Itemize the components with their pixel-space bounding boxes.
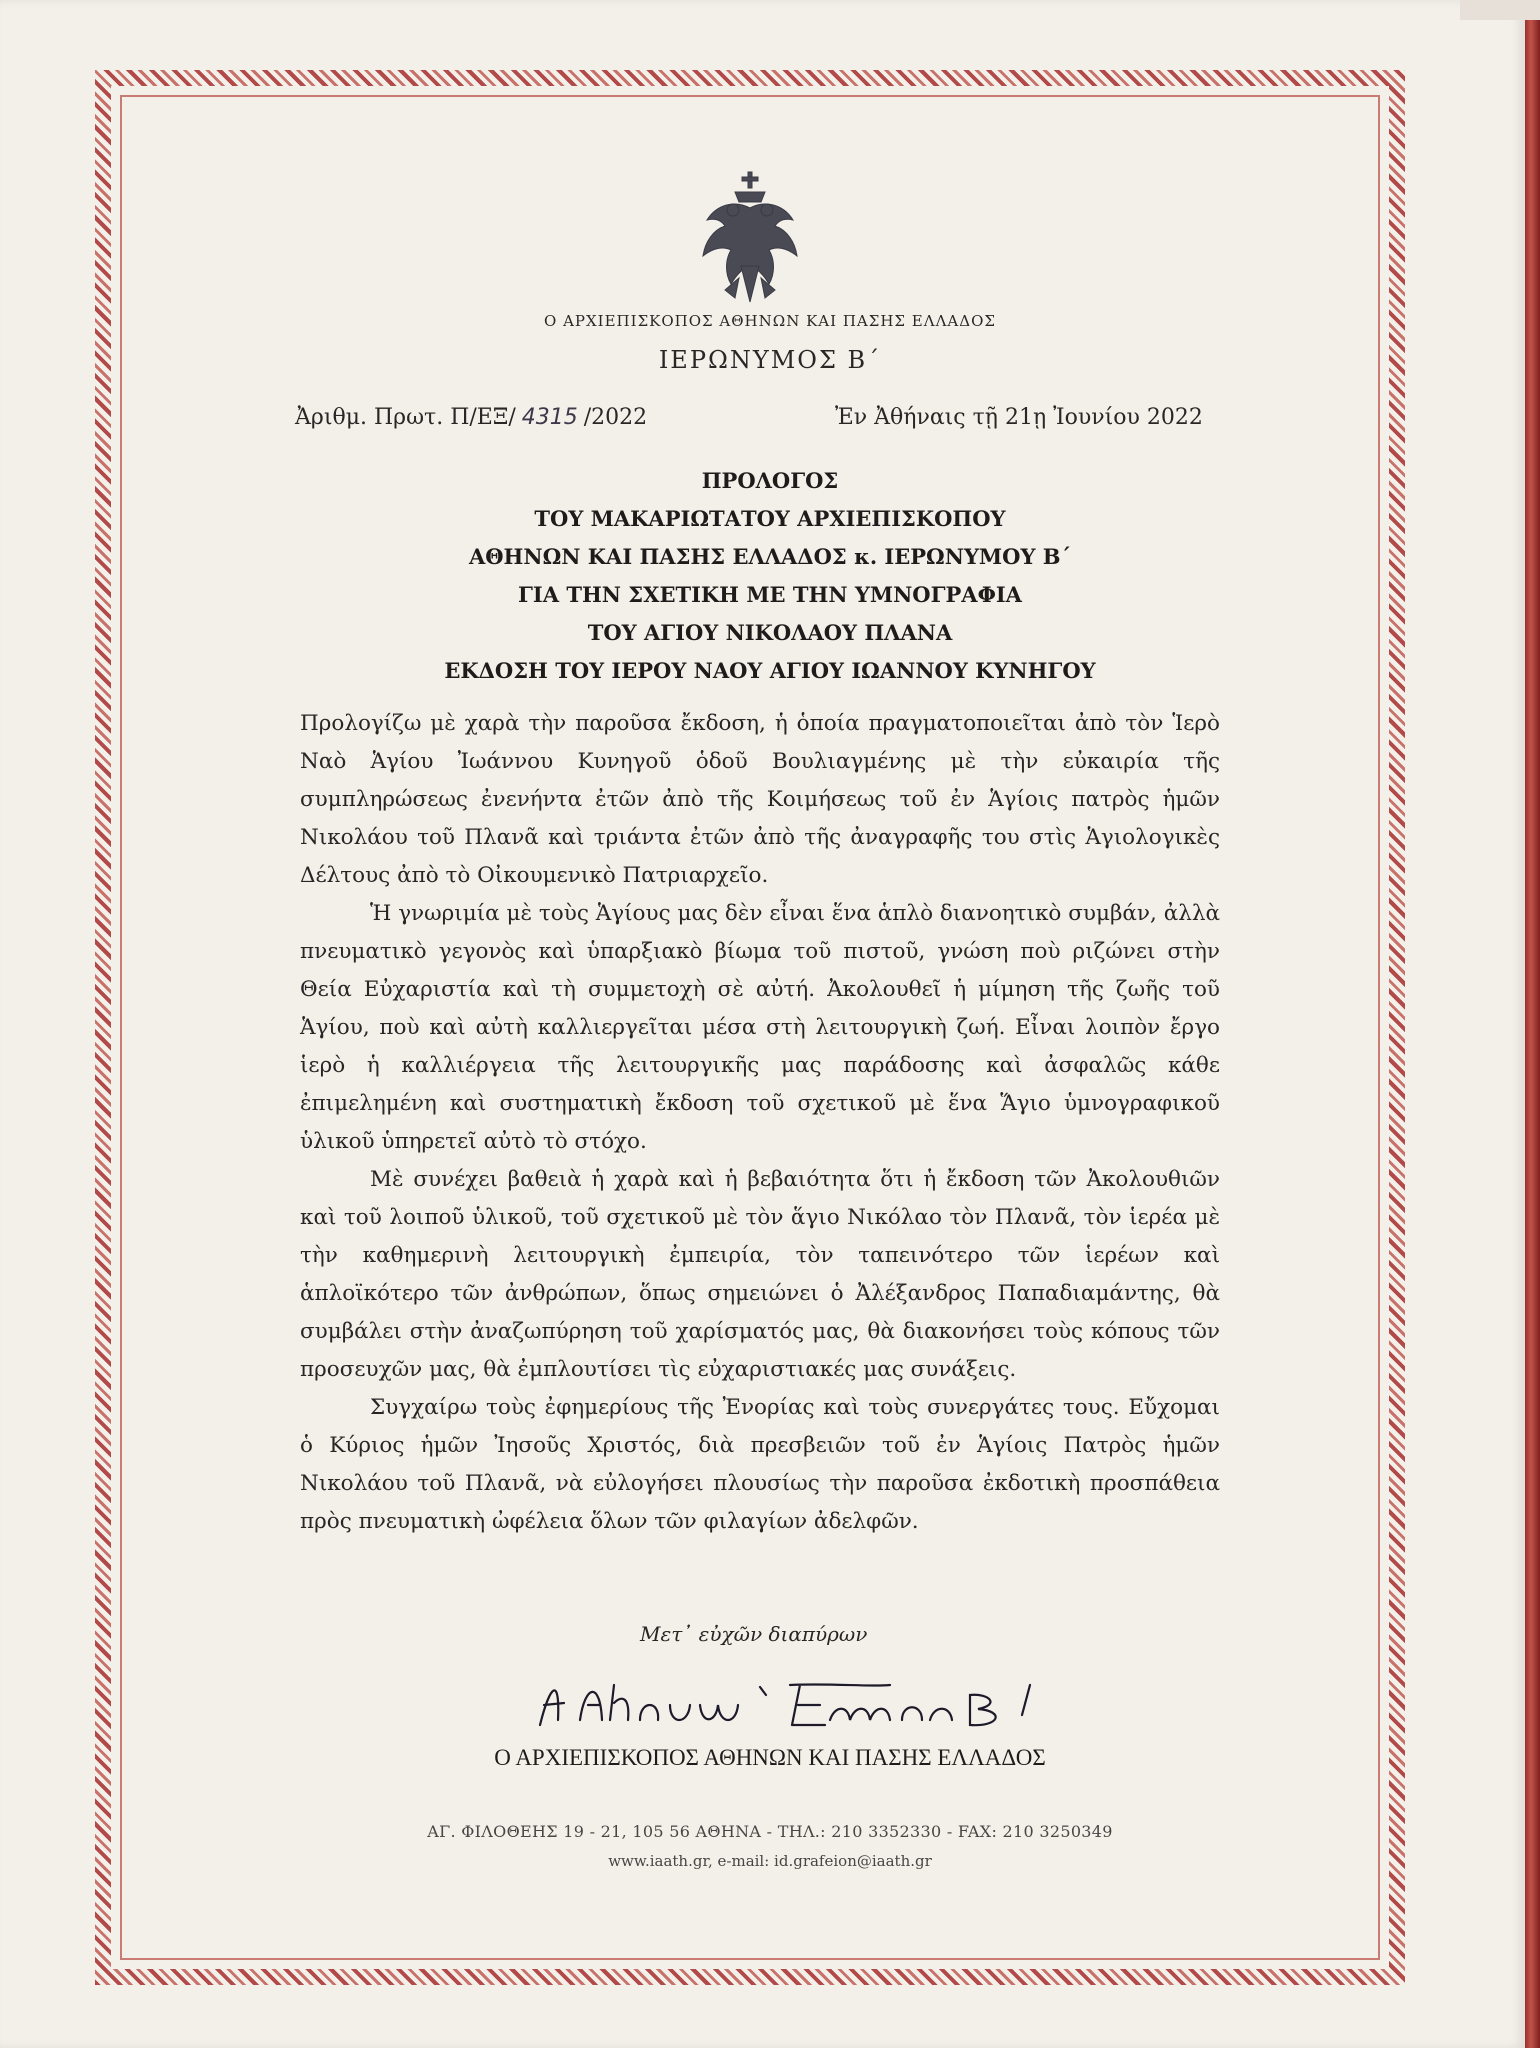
title-line: ΓΙΑ ΤΗΝ ΣΧΕΤΙΚΗ ΜΕ ΤΗΝ ΥΜΝΟΓΡΑΦΙΑ — [518, 582, 1022, 607]
title-line: ΤΟΥ ΜΑΚΑΡΙΩΤΑΤΟΥ ΑΡΧΙΕΠΙΣΚΟΠΟΥ — [534, 506, 1006, 531]
body-paragraph: Συγχαίρω τοὺς ἐφημερίους τῆς Ἐνορίας καὶ τοὺς συνεργάτες τους. Εὔχομαι ὁ Κύριος ἡμῶν Ἰησοῦς Χριστός, διὰ πρεσβειῶν τοῦ ἐν Ἁγίοις Πατρὸς ἡμῶν Νικολάου τοῦ Πλανᾶ, νὰ εὐλογήσει πλουσίως τὴν παροῦσα ἐκδοτικὴ προσπάθεια πρὸς πνευματικὴ ὠφέλεια ὅλων τῶν φιλαγίων ἀδελφῶν. — [300, 1395, 1220, 1534]
handwritten-signature — [530, 1665, 1130, 1740]
protocol-number — [295, 405, 647, 430]
title-line: ΕΚΔΟΣΗ ΤΟΥ ΙΕΡΟΥ ΝΑΟΥ ΑΓΙΟΥ ΙΩΑΝΝΟΥ ΚΥΝΗΓΟΥ — [444, 658, 1096, 683]
letterhead-office: Ο ΑΡΧΙΕΠΙΣΚΟΠΟΣ ΑΘΗΝΩΝ ΚΑΙ ΠΑΣΗΣ ΕΛΛΑΔΟΣ — [544, 312, 996, 330]
signatory-title: Ο ΑΡΧΙΕΠΙΣΚΟΠΟΣ ΑΘΗΝΩΝ ΚΑΙ ΠΑΣΗΣ ΕΛΛΑΔΟΣ — [494, 1745, 1046, 1770]
body-paragraph: Ἡ γνωριμία μὲ τοὺς Ἁγίους μας δὲν εἶναι ἕνα ἁπλὸ διανοητικὸ συμβάν, ἀλλὰ πνευματικὸ γεγονὸς καὶ ὑπαρξιακὸ βίωμα τοῦ πιστοῦ, γνώση ποὺ ριζώνει στὴν Θεία Εὐχαριστία καὶ τὴ συμμετοχὴ σὲ αὐτή. Ἀκολουθεῖ ἡ μίμηση τῆς ζωῆς τοῦ Ἁγίου, ποὺ καὶ αὐτὴ καλλιεργεῖται μέσα στὴ λειτουργικὴ ζωή. Εἶναι λοιπὸν ἔργο ἱερὸ ἡ καλλιέργεια τῆς λειτουργικῆς μας παράδοσης καὶ ἀσφαλῶς κάθε ἐπιμελημένη καὶ συστηματικὴ ἔκδοση τοῦ σχετικοῦ μὲ ἕνα Ἅγιο ὑμνογραφικοῦ ὑλικοῦ ὑπηρετεῖ αὐτὸ τὸ στόχο. — [300, 901, 1220, 1154]
footer-web: www.iaath.gr, e-mail: id.grafeion@iaath.gr — [608, 1852, 932, 1870]
body-paragraph: Μὲ συνέχει βαθειὰ ἡ χαρὰ καὶ ἡ βεβαιότητα ὅτι ἡ ἔκδοση τῶν Ἀκολουθιῶν καὶ τοῦ λοιποῦ ὑλικοῦ, τοῦ σχετικοῦ μὲ τὸν ἅγιο Νικόλαο τὸν Πλανᾶ, τὸν ἱερέα μὲ τὴν καθημερινὴ λειτουργικὴ ἐμπειρία, τὸν ταπεινότερο τῶν ἱερέων καὶ ἁπλοϊκότερο τῶν ἀνθρώπων, ὅπως σημειώνει ὁ Ἀλέξανδρος Παπαδιαμάντης, θὰ συμβάλει στὴν ἀναζωπύρηση τοῦ χαρίσματός μας, θὰ διακονήσει τοὺς κόπους τῶν προσευχῶν μας, θὰ ἐμπλουτίσει τὶς εὐχαριστιακές μας συνάξεις. — [300, 1167, 1220, 1382]
double-headed-eagle-icon — [695, 170, 805, 310]
protocol-suffix: /2022 — [583, 405, 648, 430]
protocol-prefix: Ἀριθμ. Πρωτ. Π/ΕΞ/ — [295, 405, 516, 430]
letter-body — [300, 705, 1220, 1541]
letter-date: Ἐν Ἀθήναις τῇ 21ῃ Ἰουνίου 2022 — [835, 405, 1203, 430]
book-edge — [1525, 0, 1540, 2048]
title-line: ΠΡΟΛΟΓΟΣ — [701, 468, 839, 493]
footer-address: ΑΓ. ΦΙΛΟΘΕΗΣ 19 - 21, 105 56 ΑΘΗΝΑ - ΤΗΛ.: 210 3352330 - FAX: 210 3250349 — [427, 1822, 1113, 1841]
closing-phrase: Μετ᾽ εὐχῶν διαπύρων — [640, 1622, 868, 1646]
letterhead-name: ΙΕΡΩΝΥΜΟΣ Β΄ — [658, 346, 882, 374]
body-paragraph: Προλογίζω μὲ χαρὰ τὴν παροῦσα ἔκδοση, ἡ ὁποία πραγματοποιεῖται ἀπὸ τὸν Ἱερὸ Ναὸ Ἁγίου Ἰωάννου Κυνηγοῦ ὁδοῦ Βουλιαγμένης μὲ τὴν εὐκαιρία τῆς συμπληρώσεως ἐνενήντα ἐτῶν ἀπὸ τῆς Κοιμήσεως τοῦ ἐν Ἁγίοις πατρὸς ἡμῶν Νικολάου τοῦ Πλανᾶ καὶ τριάντα ἐτῶν ἀπὸ τῆς ἀναγραφῆς του στὶς Ἁγιολογικὲς Δέλτους ἀπὸ τὸ Οἰκουμενικὸ Πατριαρχεῖο. — [300, 711, 1220, 888]
title-line: ΑΘΗΝΩΝ ΚΑΙ ΠΑΣΗΣ ΕΛΛΑΔΟΣ κ. ΙΕΡΩΝΥΜΟΥ Β΄ — [468, 544, 1072, 569]
title-line: ΤΟΥ ΑΓΙΟΥ ΝΙΚΟΛΑΟΥ ΠΛΑΝΑ — [587, 620, 953, 645]
document-title — [0, 462, 1540, 690]
protocol-handwritten-number: 4315 — [521, 405, 578, 430]
page-corner — [1460, 0, 1540, 20]
